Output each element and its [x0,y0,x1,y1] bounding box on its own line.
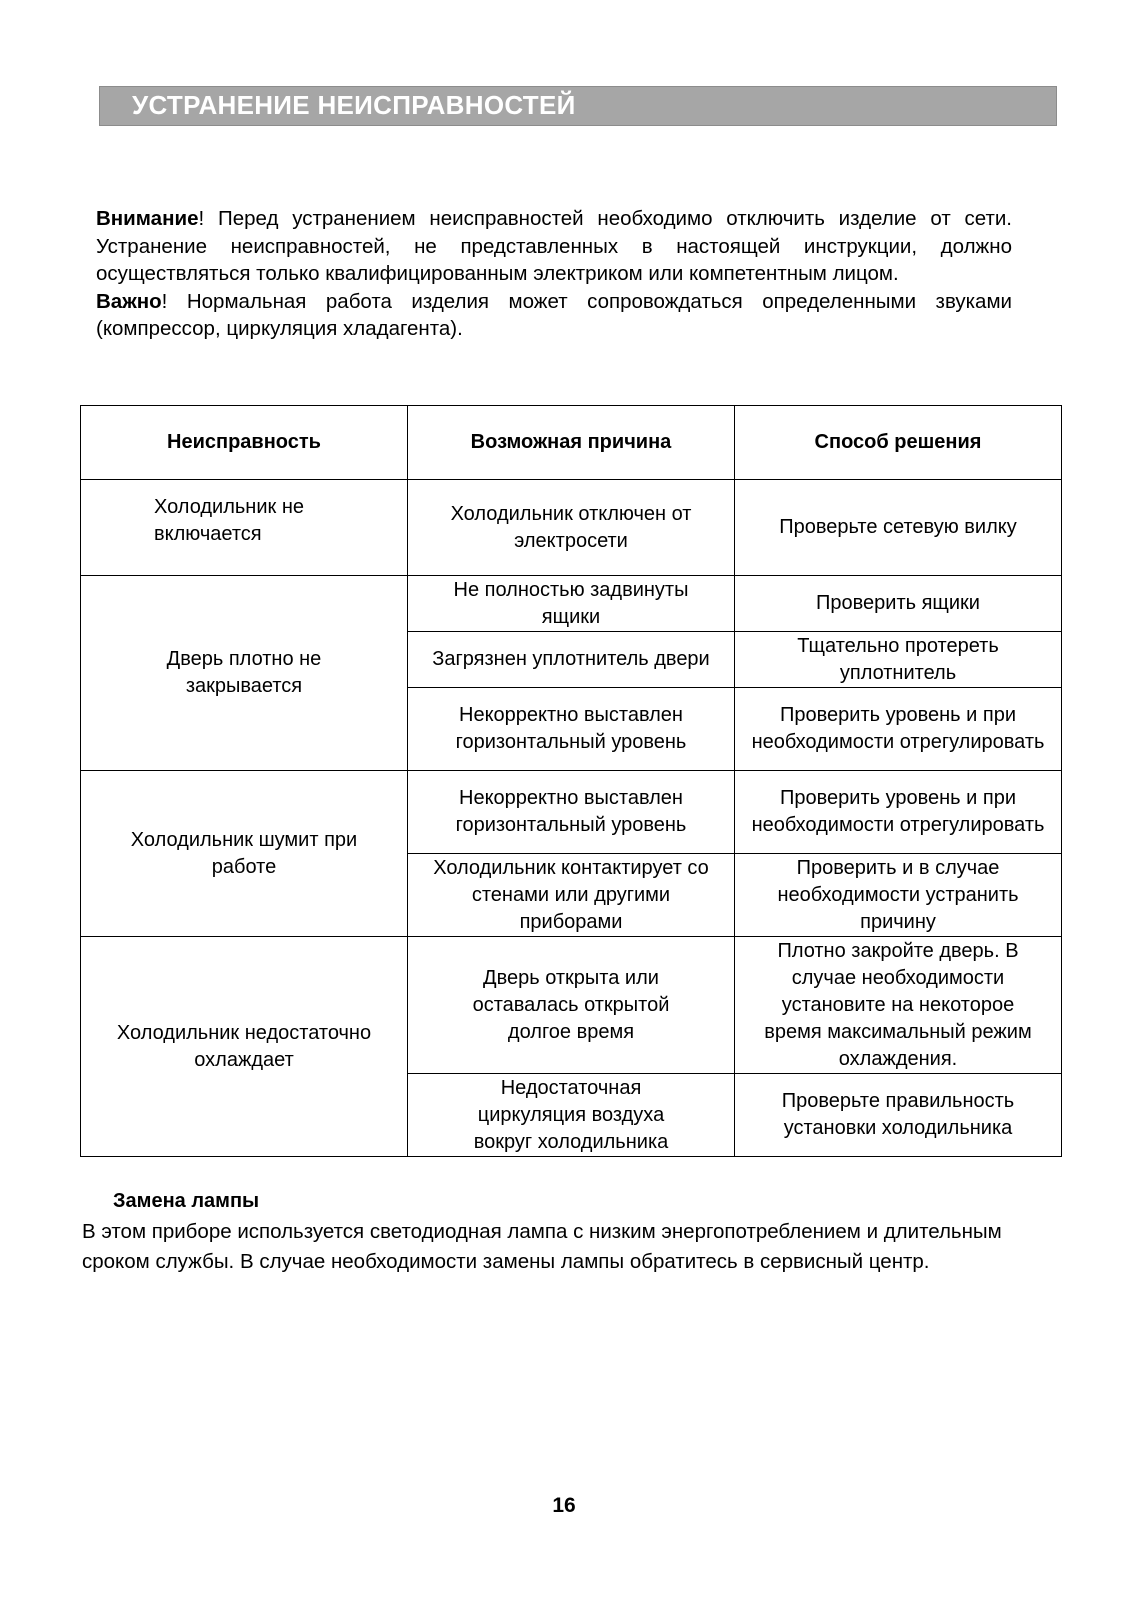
solution-cell: Проверить уровень и при необходимости отрегулировать [735,688,1062,771]
header-solution: Способ решения [735,406,1062,480]
solution-cell: Проверьте сетевую вилку [735,480,1062,576]
cause-cell: Недостаточная циркуляция воздуха вокруг холодильника [408,1074,735,1157]
header-cause: Возможная причина [408,406,735,480]
attention-text: ! Перед устранением неисправностей необходимо отключить изделие от сети. Устранение неисправностей, не представленных в настоящей инструкции, должно осуществляться только квалифицированным электриком или компетентным лицом. [96,207,1012,285]
cause-cell: Некорректно выставлен горизонтальный уровень [408,688,735,771]
problem-cell: Дверь плотно не закрывается [81,576,408,771]
table-row [81,771,1062,854]
table-row [81,576,1062,632]
cause-cell: Не полностью задвинуты ящики [408,576,735,632]
cause-cell: Дверь открыта или оставалась открытой долгое время [408,937,735,1074]
solution-cell: Тщательно протереть уплотнитель [735,632,1062,688]
cause-cell: Холодильник отключен от электросети [408,480,735,576]
table-row [81,480,1062,576]
important-paragraph [96,288,1012,343]
cause-cell: Холодильник контактирует со стенами или другими приборами [408,854,735,937]
solution-cell: Проверить ящики [735,576,1062,632]
important-text: ! Нормальная работа изделия может сопровождаться определенными звуками (компрессор, циркуляция хладагента). [96,289,1012,340]
table-row [81,937,1062,1074]
intro-block [96,205,1012,343]
table-header-row [81,406,1062,480]
page-number: 16 [552,1494,576,1517]
lamp-section-title: Замена лампы [113,1190,260,1212]
solution-cell: Плотно закройте дверь. В случае необходимости установите на некоторое время максимальный режим охлаждения. [735,937,1062,1074]
header-problem: Неисправность [81,406,408,480]
solution-cell: Проверить уровень и при необходимости отрегулировать [735,771,1062,854]
cause-cell: Загрязнен уплотнитель двери [408,632,735,688]
section-title: УСТРАНЕНИЕ НЕИСПРАВНОСТЕЙ [132,90,576,120]
attention-label: Внимание [96,207,199,230]
troubleshooting-table [80,405,1062,1157]
attention-paragraph [96,205,1012,288]
solution-cell: Проверьте правильность установки холодильника [735,1074,1062,1157]
lamp-section-text: В этом приборе используется светодиодная лампа с низким энергопотреблением и длительным сроком службы. В случае необходимости замены лампы обратитесь в сервисный центр. [82,1220,1002,1273]
important-label: Важно [96,289,162,313]
problem-cell: Холодильник шумит при работе [81,771,408,937]
solution-cell: Проверить и в случае необходимости устранить причину [735,854,1062,937]
section-title-bar [99,86,1057,126]
problem-cell: Холодильник недостаточно охлаждает [81,937,408,1157]
cause-cell: Некорректно выставлен горизонтальный уровень [408,771,735,854]
problem-cell: Холодильник не включается [81,480,408,576]
